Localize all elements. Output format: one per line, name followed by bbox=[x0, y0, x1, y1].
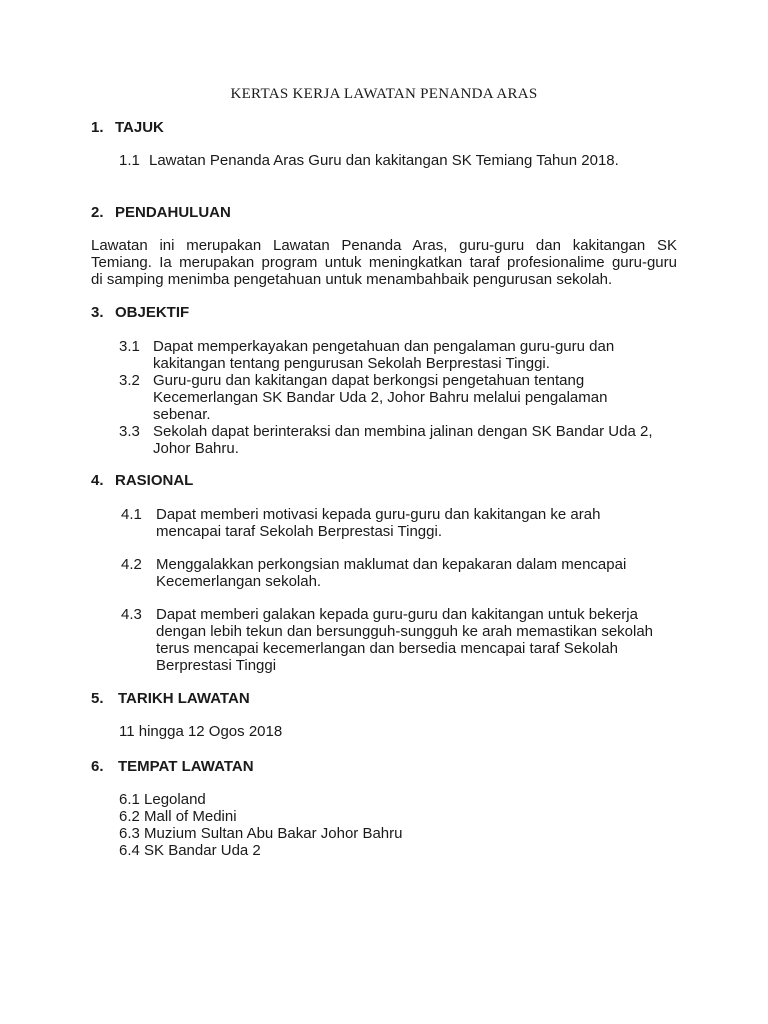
document-title: KERTAS KERJA LAWATAN PENANDA ARAS bbox=[230, 86, 538, 102]
pendahuluan-paragraph bbox=[91, 237, 677, 288]
tempat-item: 6.3 Muzium Sultan Abu Bakar Johor Bahru bbox=[119, 825, 403, 842]
tarikh-text: 11 hingga 12 Ogos 2018 bbox=[119, 723, 283, 740]
item-line: Guru-guru dan kakitangan dapat berkongsi pengetahuan tentang bbox=[153, 372, 585, 389]
item-line: Dapat memperkayakan pengetahuan dan pengalaman guru-guru dan bbox=[153, 338, 615, 355]
section-heading-objektif bbox=[91, 304, 189, 321]
paragraph-line: Lawatan ini merupakan Lawatan Penanda Aras, guru-guru dan kakitangan SK bbox=[91, 237, 677, 254]
section-heading-tajuk bbox=[91, 119, 164, 136]
item-number: 4.1 bbox=[121, 506, 142, 523]
item-line: Kecemerlangan SK Bandar Uda 2, Johor Bahru melalui pengalaman bbox=[153, 389, 608, 406]
section-number: 1. bbox=[91, 119, 104, 136]
tajuk-item-number: 1.1 bbox=[119, 152, 140, 169]
section-heading-tarikh bbox=[91, 690, 250, 707]
section-number: 6. bbox=[91, 758, 104, 775]
section-heading-tempat bbox=[91, 758, 254, 775]
item-line: Berprestasi Tinggi bbox=[156, 657, 277, 674]
item-line: Sekolah dapat berinteraksi dan membina jalinan dengan SK Bandar Uda 2, bbox=[153, 423, 653, 440]
section-title: TEMPAT LAWATAN bbox=[118, 758, 254, 775]
tajuk-item-text: Lawatan Penanda Aras Guru dan kakitangan SK Temiang Tahun 2018. bbox=[149, 152, 619, 169]
item-number: 3.3 bbox=[119, 423, 140, 440]
section-heading-pendahuluan bbox=[91, 204, 231, 221]
tempat-item: 6.4 SK Bandar Uda 2 bbox=[119, 842, 261, 859]
item-number: 3.2 bbox=[119, 372, 140, 389]
item-line: Johor Bahru. bbox=[153, 440, 239, 457]
item-number: 4.2 bbox=[121, 556, 142, 573]
item-line: kakitangan tentang pengurusan Sekolah Berprestasi Tinggi. bbox=[153, 355, 550, 372]
tempat-item: 6.2 Mall of Medini bbox=[119, 808, 237, 825]
section-title: TARIKH LAWATAN bbox=[118, 690, 250, 707]
paragraph-line: di samping menimba pengetahuan untuk menambahbaik pengurusan sekolah. bbox=[91, 271, 613, 288]
item-line: Dapat memberi galakan kepada guru-guru dan kakitangan untuk bekerja bbox=[156, 606, 638, 623]
section-title: RASIONAL bbox=[115, 472, 194, 489]
item-line: Menggalakkan perkongsian maklumat dan kepakaran dalam mencapai bbox=[156, 556, 627, 573]
item-line: terus mencapai kecemerlangan dan bersedia mencapai taraf Sekolah bbox=[156, 640, 618, 657]
item-line: sebenar. bbox=[153, 406, 211, 423]
item-line: Kecemerlangan sekolah. bbox=[156, 573, 322, 590]
section-title: PENDAHULUAN bbox=[115, 204, 231, 221]
item-line: Dapat memberi motivasi kepada guru-guru dan kakitangan ke arah bbox=[156, 506, 601, 523]
paragraph-line: Temiang. Ia merupakan program untuk meningkatkan taraf profesionalime guru-guru bbox=[91, 254, 677, 271]
item-line: mencapai taraf Sekolah Berprestasi Tinggi. bbox=[156, 523, 442, 540]
item-line: dengan lebih tekun dan bersungguh-sungguh ke arah memastikan sekolah bbox=[156, 623, 654, 640]
section-number: 3. bbox=[91, 304, 104, 321]
section-heading-rasional bbox=[91, 472, 193, 489]
section-number: 2. bbox=[91, 204, 104, 221]
section-title: OBJEKTIF bbox=[115, 304, 190, 321]
item-number: 4.3 bbox=[121, 606, 142, 623]
section-title: TAJUK bbox=[115, 119, 164, 136]
section-number: 5. bbox=[91, 690, 104, 707]
tempat-item: 6.1 Legoland bbox=[119, 791, 206, 808]
section-number: 4. bbox=[91, 472, 104, 489]
item-number: 3.1 bbox=[119, 338, 140, 355]
